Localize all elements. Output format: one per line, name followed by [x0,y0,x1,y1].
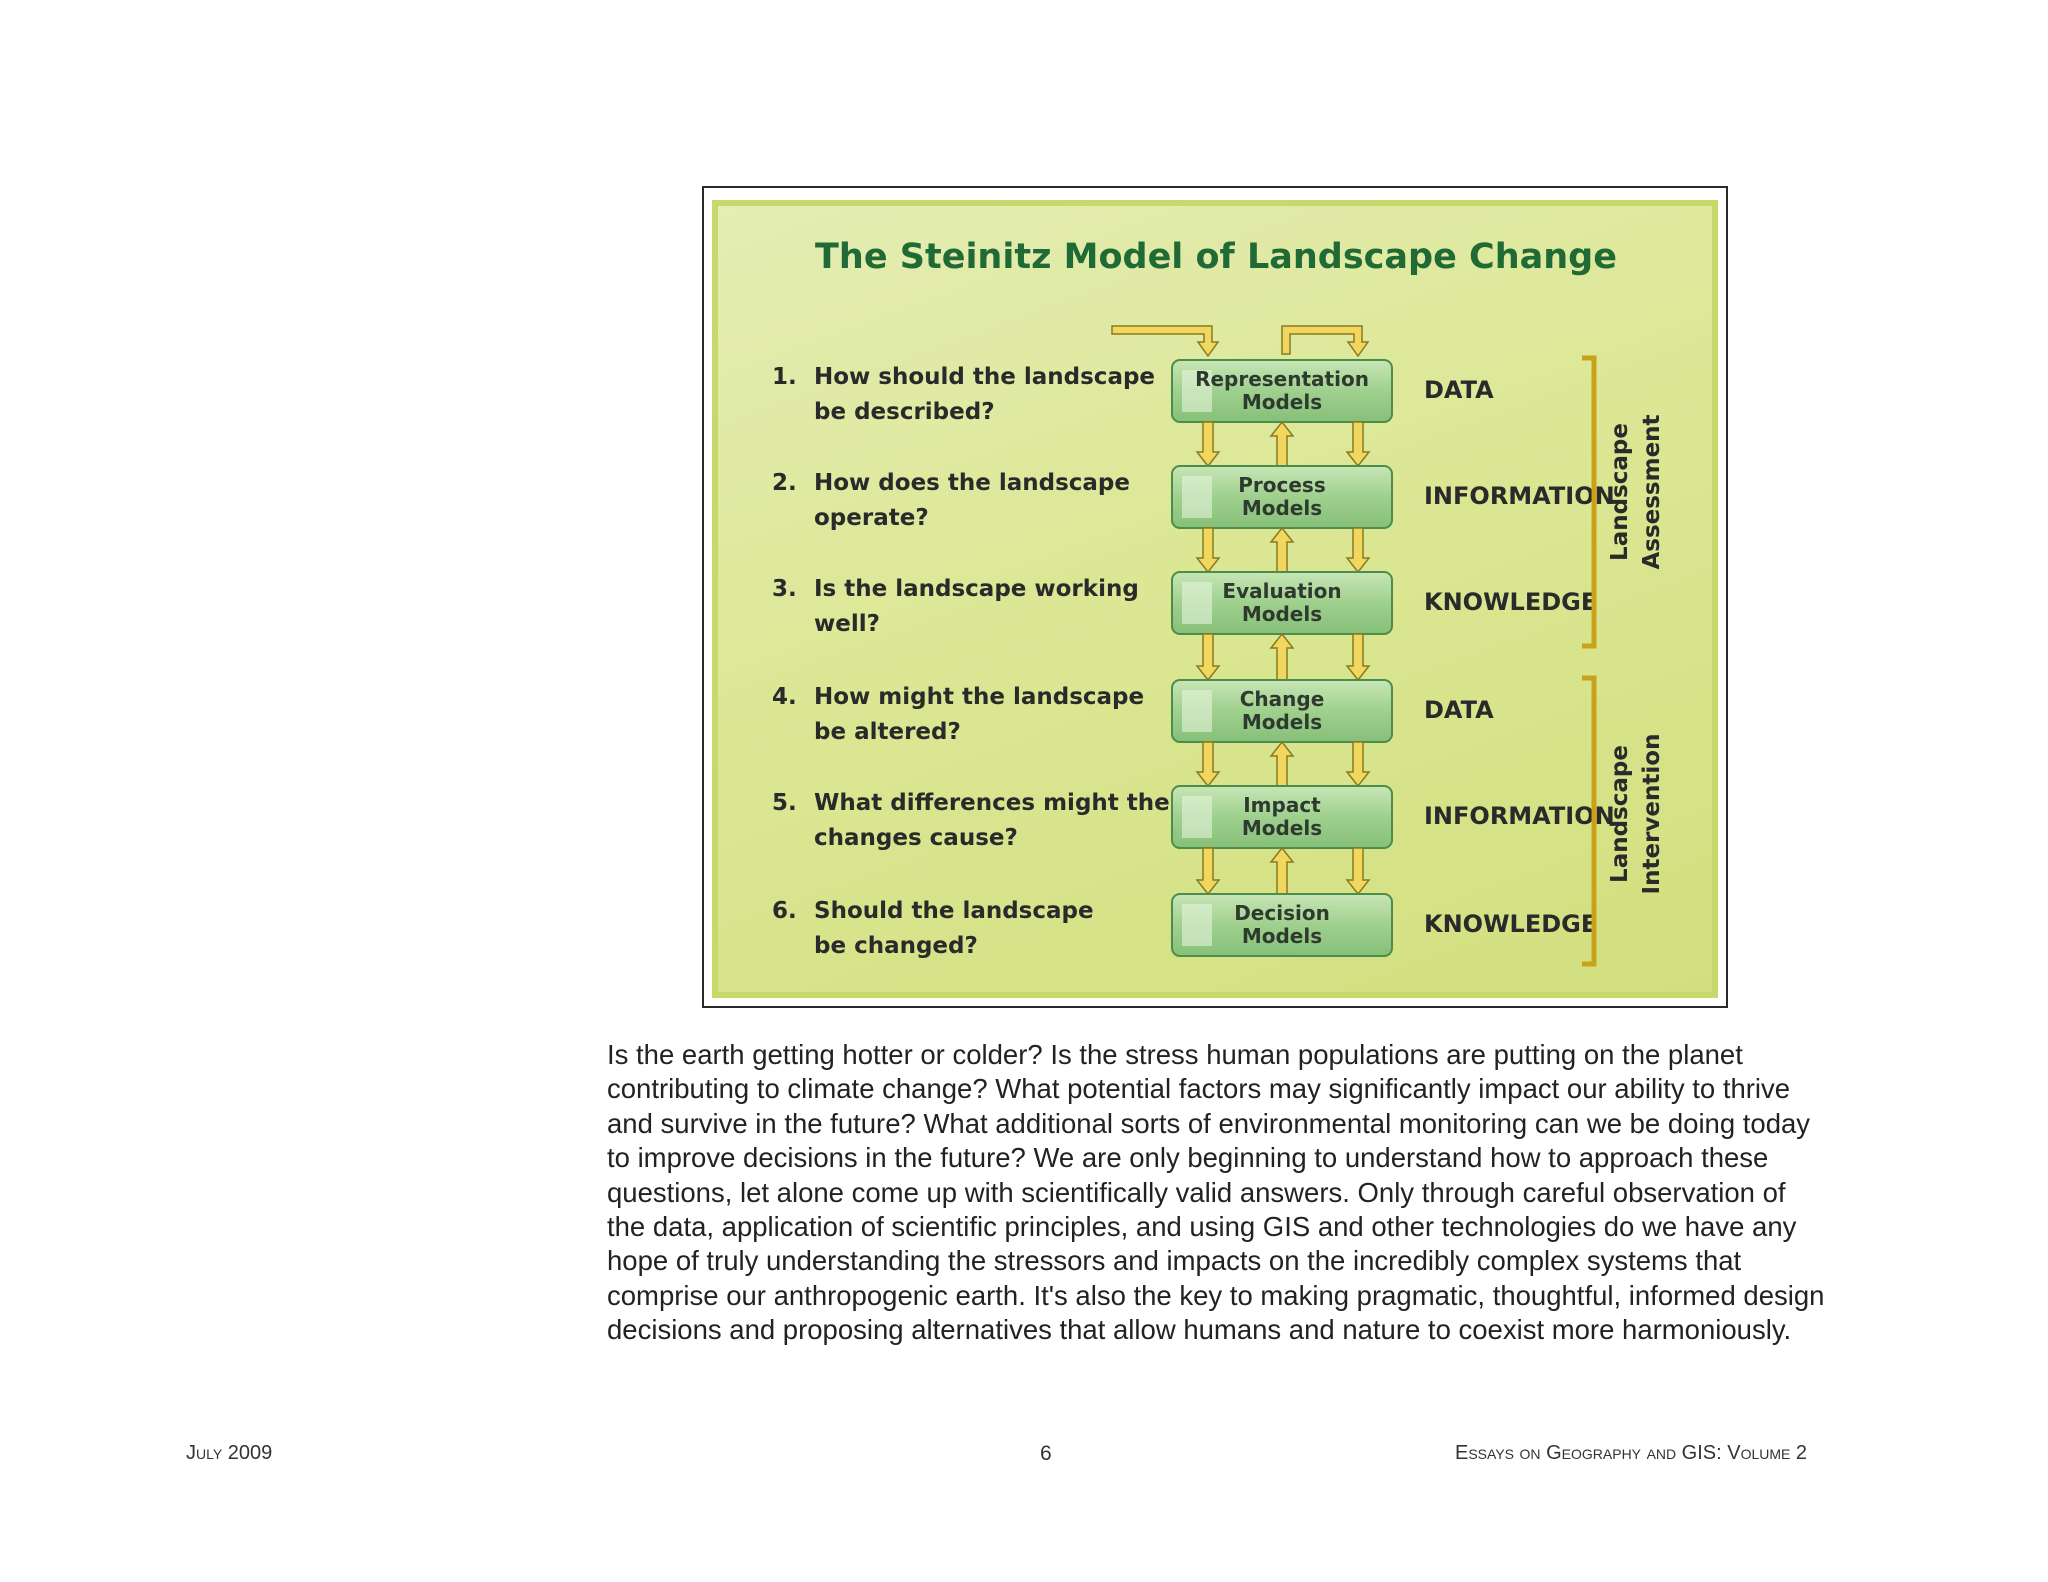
model-label-line2: Models [1241,924,1323,948]
up-arrow-center [1271,742,1293,786]
model-row [772,466,1615,572]
level-label: INFORMATION [1424,482,1615,510]
up-arrow-center [1271,848,1293,894]
intervention-label-line2: Intervention [1639,733,1665,895]
down-arrow-right [1347,742,1369,786]
intervention-label-line1: Landscape [1607,745,1633,883]
question-line1: Is the landscape working [814,576,1139,602]
up-arrow-center [1271,422,1293,466]
model-row [772,894,1597,959]
down-arrow-left [1197,848,1219,894]
page-number: 6 [1040,1442,1052,1465]
level-label: KNOWLEDGE [1424,910,1598,938]
steinitz-figure [702,186,1728,1008]
question-number: 4. [772,684,797,710]
level-label: KNOWLEDGE [1424,588,1598,616]
down-arrow-left [1197,422,1219,466]
model-label-line1: Evaluation [1222,579,1342,603]
model-row [772,572,1597,680]
question-number: 1. [772,364,797,390]
level-label: DATA [1424,696,1494,724]
model-label-line2: Models [1241,390,1323,414]
down-arrow-left [1197,528,1219,572]
question-line2: operate? [814,505,929,531]
down-arrow-left [1197,634,1219,680]
up-arrow-center [1271,634,1293,680]
down-arrow-left [1197,742,1219,786]
model-row [772,786,1615,894]
question-line1: How might the landscape [814,684,1145,710]
model-label-line1: Process [1238,473,1326,497]
down-arrow-right [1347,528,1369,572]
question-line2: be changed? [814,933,978,959]
model-box-highlight [1182,904,1212,946]
down-arrow-right [1347,422,1369,466]
up-arrow-center [1271,528,1293,572]
steinitz-diagram [704,188,1726,1006]
assessment-label-line1: Landscape [1607,423,1633,561]
model-label-line1: Change [1239,687,1325,711]
question-line1: How does the landscape [814,470,1130,496]
question-line1: Should the landscape [814,898,1094,924]
model-row [772,680,1494,786]
model-box-highlight [1182,582,1212,624]
question-line2: well? [814,611,880,637]
footer-publication: Essays on Geography and GIS: Volume 2 [1455,1442,1808,1464]
question-line1: What differences might the [814,790,1170,816]
model-label-line2: Models [1241,496,1323,520]
model-label-line1: Impact [1243,793,1321,817]
question-line1: How should the landscape [814,364,1156,390]
question-number: 3. [772,576,797,602]
question-line2: be described? [814,399,995,425]
down-arrow-right [1347,848,1369,894]
down-arrow-right [1347,634,1369,680]
model-label-line2: Models [1241,816,1323,840]
level-label: DATA [1424,376,1494,404]
question-number: 5. [772,790,797,816]
level-label: INFORMATION [1424,802,1615,830]
top-feedback-arrows [1112,326,1368,356]
model-box-highlight [1182,796,1212,838]
question-number: 2. [772,470,797,496]
footer-date: July 2009 [186,1442,273,1464]
model-label-line1: Representation [1195,367,1369,391]
model-box-highlight [1182,476,1212,518]
model-row [772,360,1494,466]
question-number: 6. [772,898,797,924]
model-label-line2: Models [1241,710,1323,734]
question-line2: be altered? [814,719,961,745]
assessment-label-line2: Assessment [1639,414,1665,570]
body-paragraph: Is the earth getting hotter or colder? Is the stress human populations are putting on the planet contributing to climate change? What potential factors may significantly impact our ability to thrive and survive in the future? What additional sorts of environmental monitoring can we be doing today to improve decisions in the future? We are only beginning to understand how to approach these questions, let alone come up with scientifically valid answers. Only through careful observation of the data, application of scientific principles, and using GIS and other technologies do we have any hope of truly understanding the stressors and impacts on the incredibly complex systems that comprise our anthropogenic earth. It's also the key to making pragmatic, thoughtful, informed design decisions and proposing alternatives that allow humans and nature to coexist more harmoniously. [607,1039,1825,1346]
model-label-line2: Models [1241,602,1323,626]
model-box-highlight [1182,690,1212,732]
question-line2: changes cause? [814,825,1018,851]
diagram-title: The Steinitz Model of Landscape Change [815,237,1617,277]
model-label-line1: Decision [1234,901,1330,925]
